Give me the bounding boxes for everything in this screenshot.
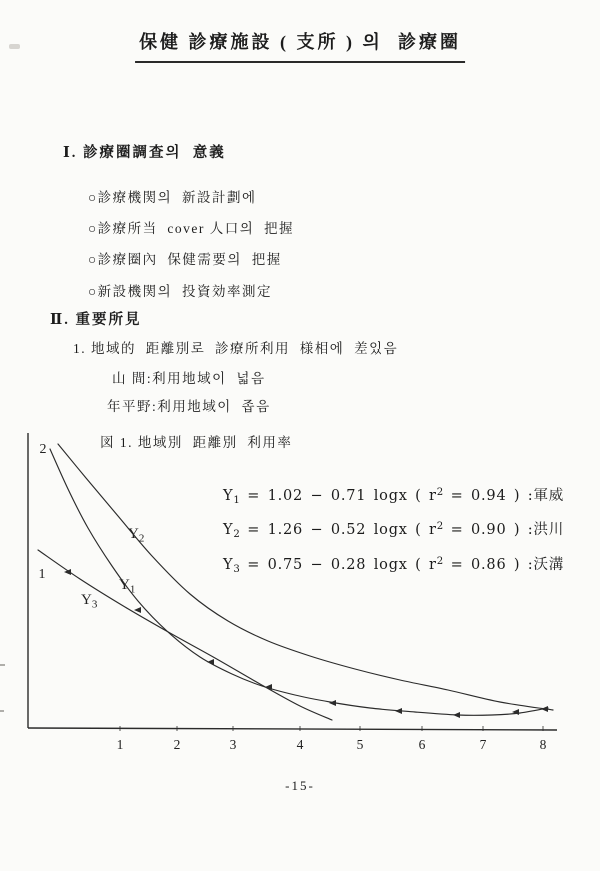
bullet-item-2: ○診療所当 cover 人口의 把握: [88, 221, 295, 236]
x-axis-tick-label: 2: [173, 737, 181, 752]
x-axis-tick-label: 7: [479, 737, 487, 752]
y1-curve-marker: [207, 659, 214, 665]
x-axis-tick-label: 8: [539, 737, 547, 752]
page-title: 保健 診療施設 ( 支所 ) 의 診療圈: [135, 28, 465, 63]
section-1-heading: Ⅰ. 診療圈調査의 意義: [63, 145, 226, 161]
section-2-item-1: 1. 地域的 距離別로 診療所利用 様相에 差있음: [73, 341, 399, 356]
y1-curve-marker: [395, 708, 402, 714]
figure-caption: 図 1. 地域別 距離別 利用率: [100, 435, 293, 450]
y3-line-marker: [134, 607, 141, 613]
bullet-item-1: ○診療機関의 新設計劃에: [88, 190, 257, 205]
x-axis-tick-label: 5: [356, 737, 364, 752]
equation-y2: $Y_2 = 1.26 - 0.52$ logx ( $r^2 = 0.90$ ) :洪川: [223, 520, 565, 541]
section-2-subitem-mountain: 山 間:利用地域이 넓음: [112, 371, 266, 386]
y-axis-tick-label: 1: [38, 567, 46, 582]
y1-curve-marker: [541, 706, 548, 712]
equation-y3: $Y_3 = 0.75 - 0.28$ logx ( $r^2 = 0.86$ ) :沃溝: [223, 555, 565, 576]
section-2-subitem-plain: 年平野:利用地域이 좁음: [107, 399, 271, 414]
y1-curve-marker: [329, 700, 336, 706]
equation-y1: $Y_1 = 1.02 - 0.71$ logx ( $r^2 = 0.94$ ) :軍威: [223, 486, 565, 507]
x-axis: [28, 728, 557, 730]
page-number: -15-: [285, 778, 315, 793]
y2-curve: [58, 444, 553, 710]
x-axis-tick-label: 4: [296, 737, 304, 752]
x-axis-tick-label: 1: [116, 737, 124, 752]
x-axis-tick-label: 3: [229, 737, 237, 752]
y1-curve-label: $Y_1$: [119, 577, 136, 596]
y1-curve-marker: [453, 712, 460, 718]
y2-curve-label: $Y_2$: [128, 526, 145, 545]
bullet-item-3: ○診療圈內 保健需要의 把握: [88, 252, 282, 267]
y3-line: [38, 550, 332, 720]
bullet-item-4: ○新設機関의 投資効率測定: [88, 284, 272, 299]
section-2-heading: Ⅱ. 重要所見: [50, 312, 142, 328]
y3-line-label: $Y_3$: [81, 592, 98, 611]
x-axis-tick-label: 6: [418, 737, 426, 752]
y-axis-tick-label: 2: [39, 442, 47, 457]
